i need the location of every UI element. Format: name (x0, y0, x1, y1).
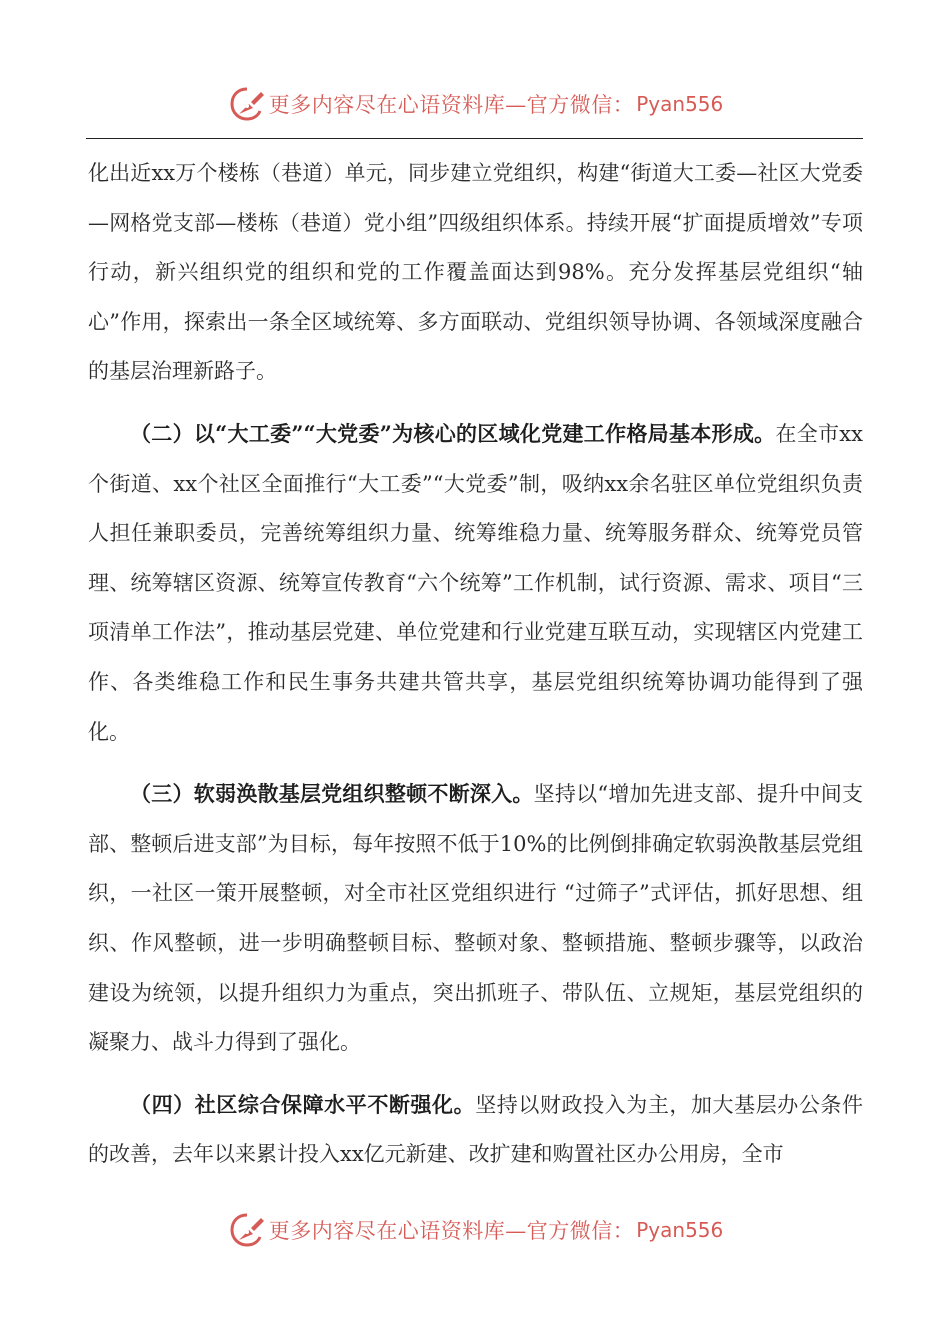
paragraph-1 (88, 148, 863, 397)
paragraph-2-body: 在全市xx个街道、xx个社区全面推行“大工委”“大党委”制，吸纳xx余名驻区单位党组织负责人担任兼职委员，完善统筹组织力量、统筹维稳力量、统筹服务群众、统筹党员管理、统筹辖区资源、统筹宣传教育“六个统筹”工作机制，试行资源、需求、项目“三项清单工作法”，推动基层党建、单位党建和行业党建互联互动，实现辖区内党建工作、各类维稳工作和民生事务共建共管共享，基层党组织统筹协调功能得到了强化。 (88, 421, 863, 744)
paragraph-1-body: 化出近xx万个楼栋（巷道）单元，同步建立党组织，构建“街道大工委—社区大党委—网格党支部—楼栋（巷道）党小组”四级组织体系。持续开展“扩面提质增效”专项行动，新兴组织党的组织和党的工作覆盖面达到98%。充分发挥基层党组织“轴心”作用，探索出一条全区域统筹、多方面联动、党组织领导协调、各领域深度融合的基层治理新路子。 (88, 161, 863, 384)
pen-nib-logo-icon (227, 84, 267, 124)
paragraph-4-lead: （四）社区综合保障水平不断强化。 (130, 1091, 476, 1117)
document-body (88, 148, 863, 1180)
header-divider (86, 138, 863, 139)
header-brand-text: 更多内容尽在心语资料库—官方微信： (268, 93, 635, 117)
paragraph-2-lead: （二）以“大工委”“大党委”为核心的区域化党建工作格局基本形成。 (130, 420, 776, 446)
paragraph-3-body: 坚持以“增加先进支部、提升中间支部、整顿后进支部”为目标，每年按照不低于10%的比例倒排确定软弱涣散基层党组织，一社区一策开展整顿，对全市社区党组织进行 “过筛子”式评估，抓好思想、组织、作风整顿，进一步明确整顿目标、整顿对象、整顿措施、整顿步骤等，以政治建设为统领，以提升组织力为重点，突出抓班子、带队伍、立规矩，基层党组织的凝聚力、战斗力得到了强化。 (88, 782, 863, 1055)
footer-brand-text: 更多内容尽在心语资料库—官方微信： (268, 1219, 635, 1243)
footer-wechat-id: Pyan556 (636, 1218, 724, 1242)
paragraph-2 (88, 409, 863, 757)
footer-banner (0, 1210, 950, 1250)
paragraph-4 (88, 1080, 863, 1180)
header-banner (0, 84, 950, 124)
paragraph-3-lead: （三）软弱涣散基层党组织整顿不断深入。 (130, 781, 534, 807)
pen-nib-logo-icon (227, 1210, 267, 1250)
paragraph-4-body: 坚持以财政投入为主，加大基层办公条件的改善，去年以来累计投入xx亿元新建、改扩建和购置社区办公用房，全市 (88, 1092, 864, 1167)
header-wechat-id: Pyan556 (636, 92, 724, 116)
paragraph-3 (88, 769, 863, 1068)
